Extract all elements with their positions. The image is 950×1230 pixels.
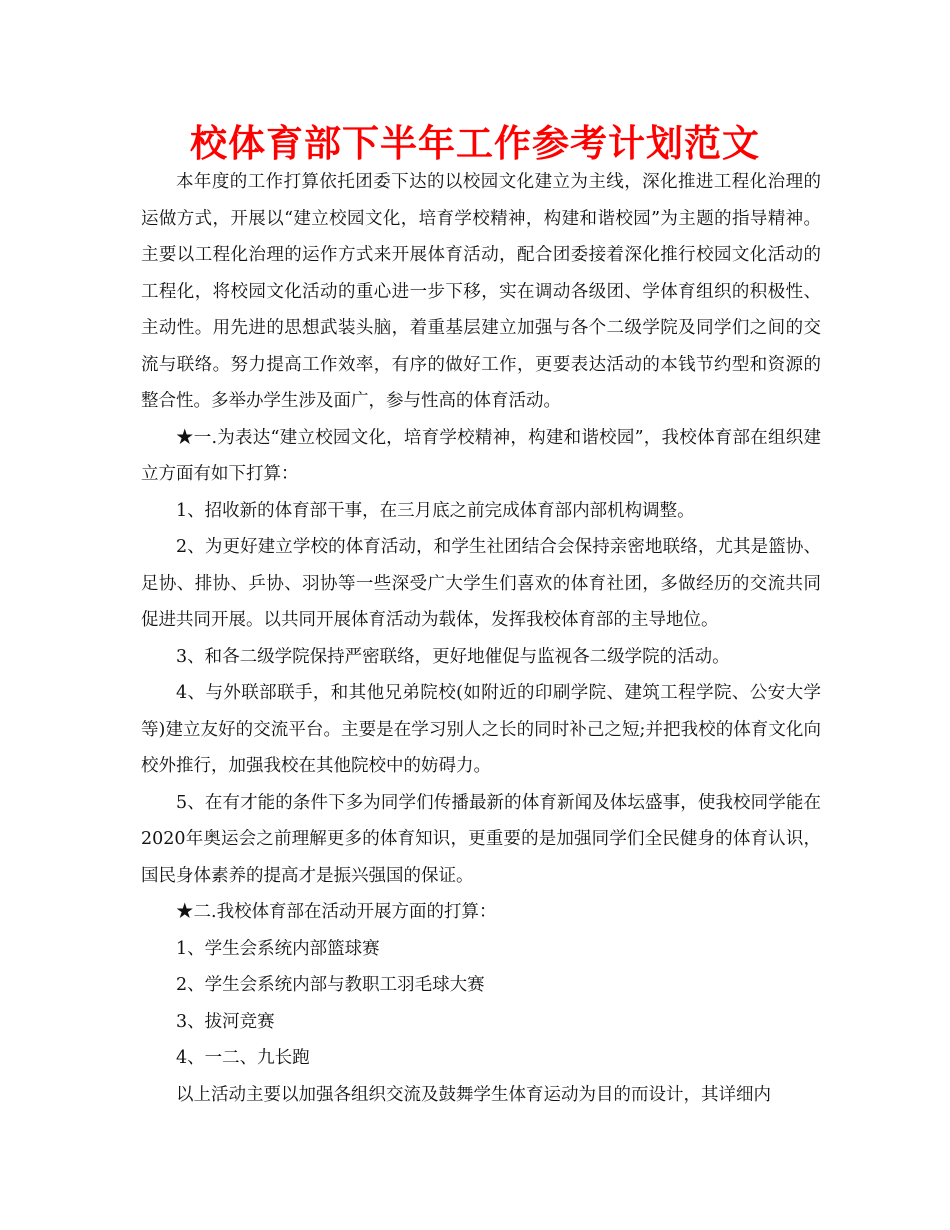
document-body	[141, 164, 821, 1113]
list-item: 5、在有才能的条件下多为同学们传播最新的体育新闻及体坛盛事，使我校同学能在2020年奥运会之前理解更多的体育知识，更重要的是加强同学们全民健身的体育认识，国民身体素养的提高才是振兴强国的保证。	[141, 792, 821, 886]
list-item: 4、与外联部联手，和其他兄弟院校(如附近的印刷学院、建筑工程学院、公安大学等)建立友好的交流平台。主要是在学习别人之长的同时补己之短;并把我校的体育文化向校外推行，加强我校在其他院校中的妨碍力。	[141, 683, 821, 776]
paragraph: 以上活动主要以加强各组织交流及鼓舞学生体育运动为目的而设计，其详细内	[176, 1084, 771, 1105]
list-item: 3、拔河竞赛	[176, 1011, 275, 1032]
document-title: 校体育部下半年工作参考计划范文	[190, 122, 760, 165]
list-item: 4、一二、九长跑	[176, 1048, 310, 1068]
list-item: 3、和各二级学院保持严密联络，更好地催促与监视各二级学院的活动。	[176, 646, 730, 667]
list-item: 2、为更好建立学校的体育活动，和学生社团结合会保持亲密地联络，尤其是篮协、足协、排协、乒协、羽协等一些深受广大学生们喜欢的体育社团，多做经历的交流共同促进共同开展。以共同开展体育活动为载体，发挥我校体育部的主导地位。	[141, 537, 821, 630]
list-item: 1、学生会系统内部篮球赛	[176, 938, 380, 959]
section-heading: ★一.为表达“建立校园文化，培育学校精神，构建和谐校园”，我校体育部在组织建立方面有如下打算：	[141, 427, 821, 484]
list-item: 1、招收新的体育部干事，在三月底之前完成体育部内部机构调整。	[176, 500, 695, 521]
list-item: 2、学生会系统内部与教职工羽毛球大赛	[176, 975, 485, 995]
section-heading: ★二.我校体育部在活动开展方面的打算：	[176, 902, 497, 922]
paragraph: 本年度的工作打算依托团委下达的以校园文化建立为主线，深化推进工程化治理的运做方式，开展以“建立校园文化，培育学校精神，构建和谐校园”为主题的指导精神。主要以工程化治理的运作方式来开展体育活动，配合团委接着深化推行校园文化活动的工程化，将校园文化活动的重心进一步下移，实在调动各级团、学体育组织的积极性、主动性。用先进的思想武装头脑，着重基层建立加强与各个二级学院及同学们之间的交流与联络。努力提高工作效率，有序的做好工作，更要表达活动的本钱节约型和资源的整合性。多举办学生涉及面广，参与性高的体育活动。	[141, 172, 821, 411]
